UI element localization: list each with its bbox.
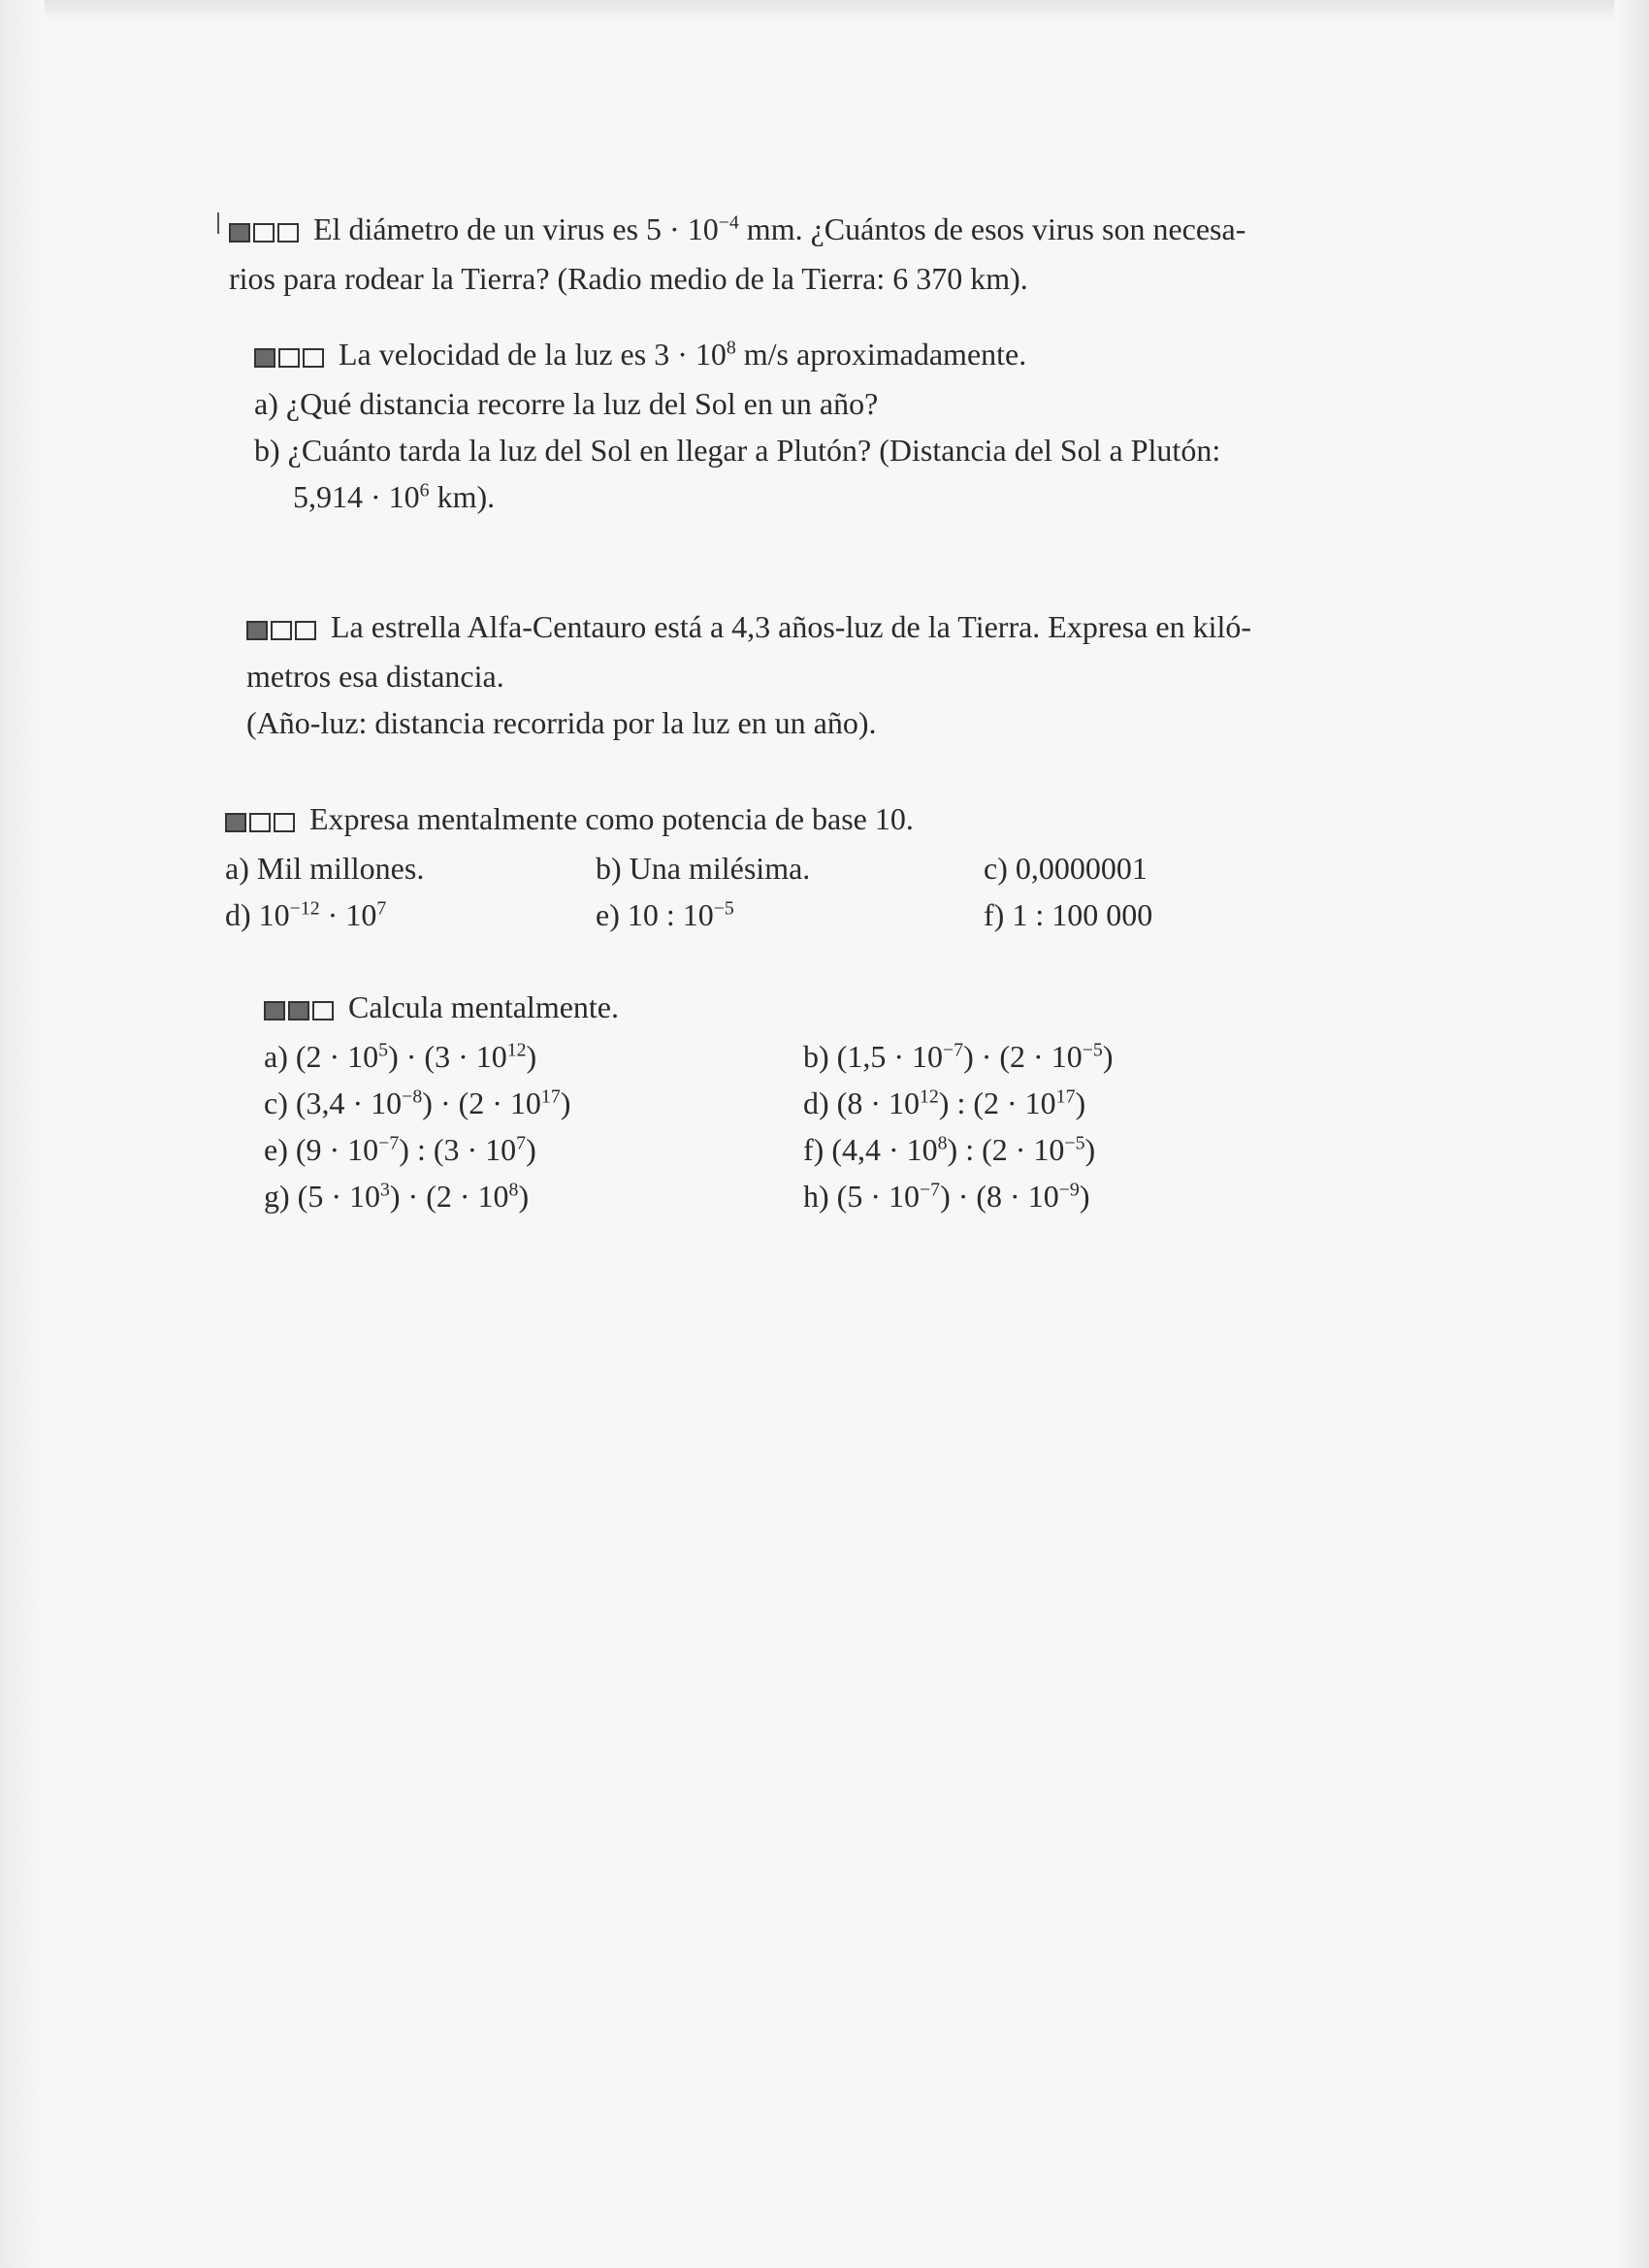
exercise-5-e: e) $(9 \cdot 10^{-7})$ : $(3 \cdot 10^7)$ <box>264 1132 536 1167</box>
difficulty-box-filled <box>225 813 246 832</box>
exercise-4-c: c) 0,0000001 <box>984 851 1148 886</box>
exercise-3-text: La estrella Alfa-Centauro está a 4,3 años-luz de la Tierra. Expresa en kiló- <box>331 609 1251 644</box>
difficulty-box-empty <box>271 621 292 640</box>
difficulty-box-empty <box>253 223 275 243</box>
exercise-1: El diámetro de un virus es $5 \cdot 10^{-4}$ mm. ¿Cuántos de esos virus son necesa- rios para rodear la Tierra? (Radio medio de la Tierra: 6 370 km). <box>229 206 1325 302</box>
difficulty-box-empty <box>278 348 300 368</box>
exercise-5-g: g) $(5 \cdot 10^3) \cdot (2 \cdot 10^8)$ <box>264 1179 530 1214</box>
exercise-2-stem: La velocidad de la luz es 3 · 10 <box>339 337 727 372</box>
exercise-5-b: b) $(1,5 \cdot 10^{-7}) \cdot (2 \cdot 10^{-5})$ <box>803 1039 1114 1074</box>
difficulty-box-filled <box>264 1001 285 1021</box>
difficulty-indicator <box>254 334 327 380</box>
difficulty-indicator <box>246 606 319 653</box>
exercise-5-f: f) $(4,4 \cdot 10^8)$ : $(2 \cdot 10^{-5})$ <box>803 1132 1096 1167</box>
exercise-3: La estrella Alfa-Centauro está a 4,3 años-luz de la Tierra. Expresa en kiló- metros esa distancia. (Año-luz: distancia recorrida por la luz en un año). <box>246 603 1342 746</box>
margin-mark <box>217 212 219 234</box>
difficulty-indicator <box>264 987 337 1033</box>
exercise-2-a: a) ¿Qué distancia recorre la luz del Sol en un año? <box>254 386 879 421</box>
difficulty-box-filled <box>288 1001 309 1021</box>
difficulty-box-empty <box>303 348 324 368</box>
difficulty-box-filled <box>246 621 268 640</box>
exercise-5-h: h) $(5 \cdot 10^{-7}) \cdot (8 \cdot 10^{-9})$ <box>803 1179 1090 1214</box>
difficulty-box-empty <box>295 621 316 640</box>
difficulty-box-filled <box>229 223 250 243</box>
exercise-5-stem: Calcula mentalmente. <box>348 989 619 1024</box>
exercise-4-e: e) 10 : $10^{-5}$ <box>596 897 734 932</box>
exercise-1-text: El diámetro de un virus es 5 · 10 <box>313 211 719 246</box>
difficulty-box-empty <box>277 223 299 243</box>
exercise-4-d: d) $10^{-12} \cdot 10^7$ <box>225 897 387 932</box>
exercise-5 <box>264 984 1331 1219</box>
scan-shadow-left <box>0 0 45 2268</box>
exercise-4-b: b) Una milésima. <box>596 851 811 886</box>
exercise-4 <box>225 795 1350 938</box>
exercise-5-a: a) $(2 \cdot 10^5) \cdot (3 \cdot 10^{12})$ <box>264 1039 537 1074</box>
difficulty-box-empty <box>312 1001 334 1021</box>
exercise-5-c: c) $(3,4 \cdot 10^{-8}) \cdot (2 \cdot 10^{17})$ <box>264 1085 571 1120</box>
exercise-4-f: f) 1 : 100 000 <box>984 897 1153 932</box>
scan-shadow-top <box>0 0 1649 21</box>
exercise-2: La velocidad de la luz es $3 \cdot 10^8$ m/s aproximadamente. a) ¿Qué distancia recorre la luz del Sol en un año? b) ¿Cuánto tarda la luz del Sol en llegar a Plutón? (Distancia del Sol a Plutón: $5,914 \cdot 10^6$ km). <box>254 331 1350 520</box>
exercise-2-b: b) ¿Cuánto tarda la luz del Sol en llegar a Plutón? (Distancia del Sol a Plutón: <box>254 433 1221 468</box>
exercise-4-stem: Expresa mentalmente como potencia de base 10. <box>309 801 914 836</box>
difficulty-box-empty <box>249 813 271 832</box>
difficulty-box-filled <box>254 348 275 368</box>
scan-shadow-right <box>1614 0 1649 2268</box>
difficulty-indicator <box>225 798 298 845</box>
exercise-5-d: d) $(8 \cdot 10^{12})$ : $(2 \cdot 10^{17})$ <box>803 1085 1086 1120</box>
exercise-4-a: a) Mil millones. <box>225 851 425 886</box>
difficulty-indicator <box>229 209 302 255</box>
difficulty-box-empty <box>274 813 295 832</box>
